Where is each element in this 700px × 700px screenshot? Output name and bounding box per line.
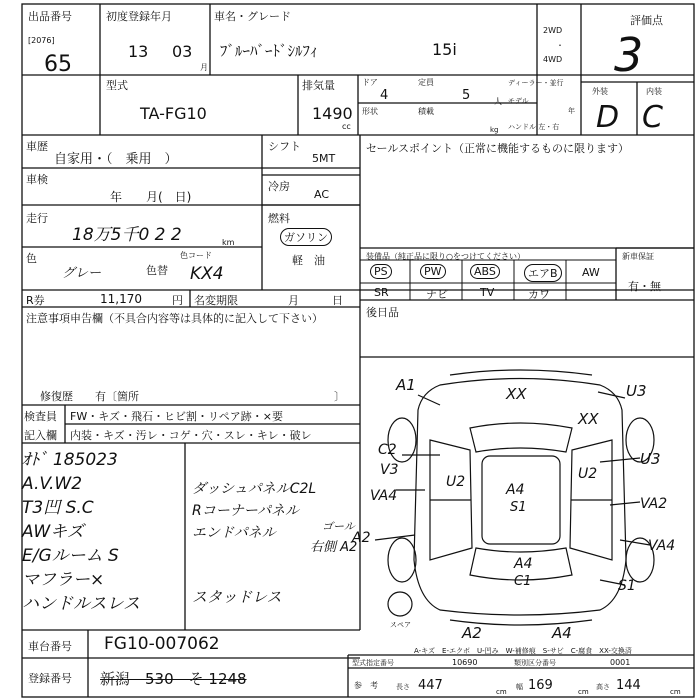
door-value: 4 [380,88,389,103]
damage-mark: V3 [380,462,399,478]
remark-line: A.V.W2 [22,474,83,494]
remark-line: E/Gルーム S [22,546,119,566]
shift-label: シフト [268,140,301,153]
cap-unit: 人 [494,97,502,106]
damage-mark: A4 [506,482,525,498]
remark-line: エンドパネル [192,525,276,541]
mileage-value: 18万5千0 2 2 [72,225,182,245]
rear-seat-label: 後日品 [366,306,399,319]
type-value: TA-FG10 [140,104,207,123]
r-ticket-unit: 円 [172,294,183,307]
cap-value: 5 [462,88,471,103]
remark-note: ゴール [322,520,355,533]
remark-line: T3凹 S.C [22,498,94,518]
plate-value: 新潟 530 そ 1248 [100,670,247,688]
damage-mark: XX [578,410,599,428]
damage-mark: A1 [396,376,416,394]
r-ticket-label: R券 [26,294,45,307]
spare-label: スペア [390,621,411,629]
grade: 15i [432,40,457,59]
repair-close: 〕 [334,390,345,403]
notes-label: 注意事項申告欄（不具合内容等は具体的に記入して下さい） [26,312,323,325]
equip-sr: SR [374,286,389,299]
equip-aw: AW [582,266,600,279]
fuel-gas: ガソリン [280,228,332,246]
fuel-diesel: 軽 油 [292,254,325,267]
damage-mark: VA2 [640,496,668,512]
disp-label: 排気量 [302,79,335,92]
damage-mark: C2 [378,442,397,458]
equip-tv: TV [480,286,495,299]
damage-mark: S1 [618,578,636,594]
sales-label: セールスポイント（正常に機能するものに限ります） [366,142,630,155]
remark-line: ｵﾄﾞ 185023 [22,450,118,470]
damage-mark: U2 [578,466,598,482]
load-unit: kg [490,126,499,134]
ac-label: 冷房 [268,180,290,193]
color-change-label: 色替 [146,264,168,277]
month-unit: 月 [200,63,208,72]
reg-label: 初度登録年月 [106,10,172,23]
damage-mark: C1 [514,574,532,589]
remark-line: Rコーナーパネル [192,503,300,519]
damage-mark: VA4 [370,488,398,504]
shift-value: 5MT [312,152,336,165]
inspection-value: 年 月( 日) [110,190,192,204]
name-deadline-value: 月 日 [288,294,343,307]
damage-mark: U3 [640,450,661,468]
ref-label: 参 考 [354,681,378,690]
model-year-label: モデル [508,97,529,105]
damage-legend: A-キズ E-エクボ U-凹み W-補修痕 S-サビ C-腐食 XX-交換済 [414,647,632,655]
lot-number: 65 [44,52,72,77]
class-value: 0001 [610,658,631,667]
model-label: 車名・グレード [214,10,291,23]
int-label: 内装 [646,87,662,96]
remark-line: スタッドレス [192,588,282,606]
new-manual-value: 有・無 [628,280,661,293]
length-unit: cm [496,688,507,696]
chassis-label: 車台番号 [28,640,72,653]
damage-mark: A4 [514,556,533,572]
int-score: C [642,100,663,135]
length-label: 長さ [396,683,410,691]
damage-mark: S1 [510,500,527,515]
lot-label: 出品番号 [28,10,72,23]
history-label: 車歴 [26,140,48,153]
reg-month: 03 [172,42,193,61]
dealer-label: ディーラー・並行 [508,79,564,87]
remark-line: マフラー× [22,570,105,590]
width-value: 169 [528,678,553,693]
record-label: 記入欄 [24,429,57,442]
history-value: 自家用・（ 乗用 ） [54,152,178,167]
mileage-unit: km [222,238,235,247]
equip-navi: ナビ [426,288,448,301]
damage-mark: A2 [352,530,371,546]
mileage-label: 走行 [26,212,48,225]
cap-label: 定員 [418,78,434,87]
remark-line: AWキズ [22,522,84,542]
r-ticket-value: 11,170 [100,292,142,306]
equip-airbag: エアB [524,264,562,282]
damage-mark: VA4 [648,538,676,554]
width-label: 幅 [516,683,523,691]
drive-4wd: 4WD [543,55,563,64]
repair-label: 修復歴 有〔箇所 [40,390,139,403]
damage-mark: A2 [462,624,482,642]
ext-label: 外装 [592,87,608,96]
height-value: 144 [616,678,641,693]
color-value: グレー [62,266,102,281]
ext-score: D [596,100,620,135]
height-unit: cm [670,688,681,696]
color-code-label: 色コード [180,251,212,260]
color-code-value: KX4 [190,264,224,284]
width-unit: cm [578,688,589,696]
score: 3 [614,28,644,82]
remark-note: 右側 A2 [310,540,358,555]
reg-year: 13 [128,42,149,61]
score-label: 評価点 [630,14,663,27]
equip-abs: ABS [470,264,500,279]
handle-label: ハンドル 左・右 [508,123,560,131]
door-label: ドア [362,78,378,87]
color-label: 色 [26,252,37,265]
equip-pw: PW [420,264,446,279]
year-unit: 年 [568,107,575,115]
equip-leather: カワ [528,288,550,301]
load-label: 積載 [418,107,434,116]
remark-line: ハンドルスレス [22,594,140,614]
plate-label: 登録番号 [28,672,72,685]
damage-mark: XX [506,385,527,403]
check-row-interior: 内装・キズ・汚レ・コゲ・穴・スレ・キレ・破レ [70,429,312,442]
fuel-label: 燃料 [268,212,290,225]
remark-line: ダッシュパネルC2L [192,481,317,497]
type-label: 型式 [106,79,128,92]
chassis-value: FG10-007062 [104,634,220,654]
disp-unit: cc [342,122,351,131]
type-cert-value: 10690 [452,658,478,667]
shape-label: 形状 [362,107,378,116]
height-label: 高さ [596,683,610,691]
drive-dot: ・ [556,41,564,50]
class-label: 類別区分番号 [514,659,556,667]
type-cert-label: 型式指定番号 [352,659,394,667]
ac-value: AC [314,188,330,201]
disp-value: 1490 [312,104,353,123]
equip-ps: PS [370,264,392,279]
length-value: 447 [418,678,443,693]
inspection-label: 車検 [26,173,48,186]
damage-mark: A4 [552,624,572,642]
check-row-exterior: FW・キズ・飛石・ヒビ割・リペア跡・×要 [70,410,283,423]
damage-mark: U3 [626,382,647,400]
drive-2wd: 2WD [543,26,563,35]
damage-mark: U2 [446,474,466,490]
name-deadline-label: 名変期限 [194,294,238,307]
car-name: ﾌﾞﾙｰﾊﾞｰﾄﾞｼﾙﾌｨ [220,42,318,60]
lot-sub: [2076] [28,36,55,45]
equip-label: 装備品（純正品に限り○をつけてください） [366,252,525,261]
inspector-label: 検査員 [24,410,57,423]
new-manual-label: 新車保証 [622,252,654,261]
